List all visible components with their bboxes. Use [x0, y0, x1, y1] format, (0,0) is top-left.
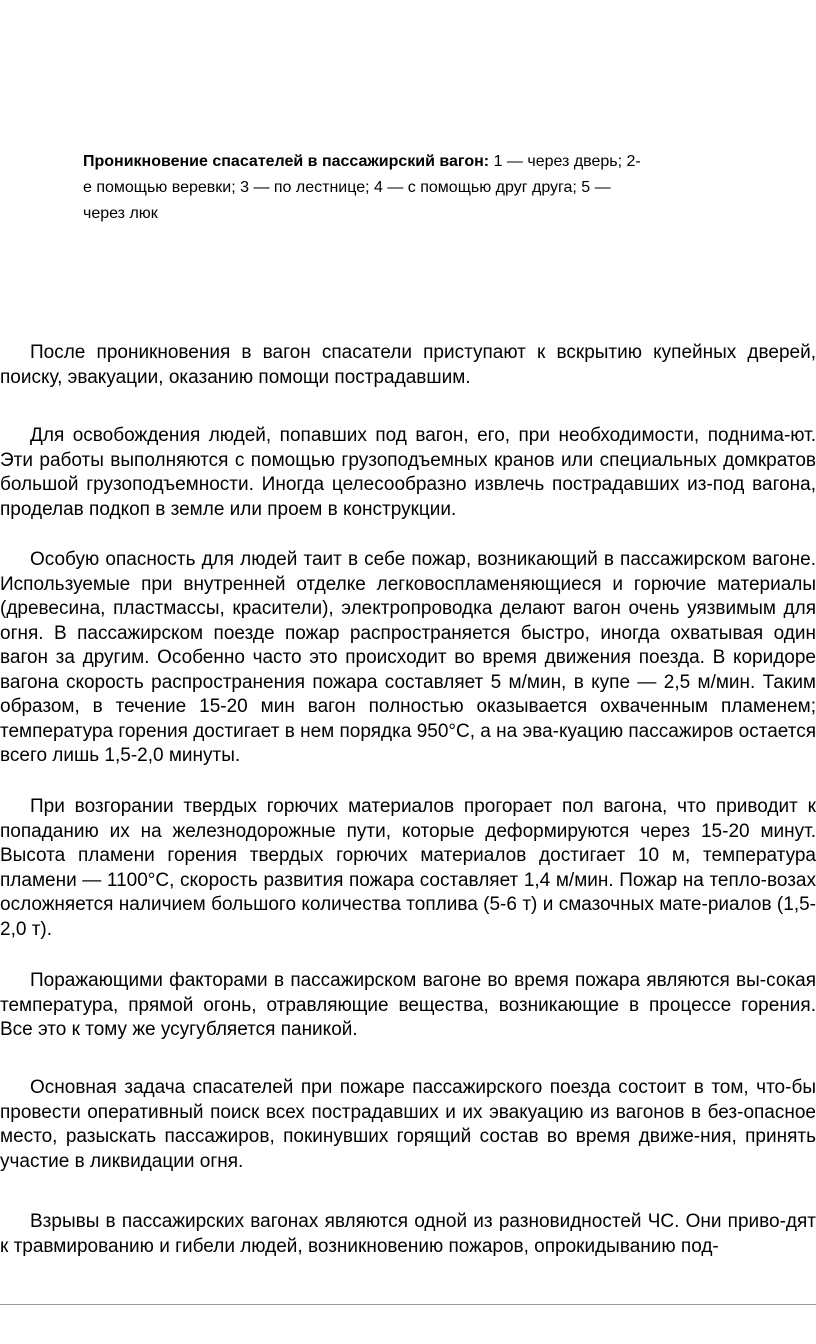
figure-caption [83, 149, 643, 227]
caption-title: Проникновение спасателей в пассажирский вагон: [83, 153, 490, 170]
paragraph-2: Для освобождения людей, попавших под вагон, его, при необходимости, поднима-ют. Эти работы выполняются с помощью грузоподъемных кранов или специальных домкратов большой грузоподъемности. Иногда целесообразно извлечь пострадавших из-под вагона, проделав подкоп в земле или проем в конструкции. [0, 425, 816, 520]
paragraph-1: После проникновения в вагон спасатели приступают к вскрытию купейных дверей, поиску, эвакуации, оказанию помощи пострадавшим. [0, 342, 816, 388]
paragraph-6: Основная задача спасателей при пожаре пассажирского поезда состоит в том, что-бы провести оперативный поиск всех пострадавших и их эвакуацию из вагонов в без-опасное место, разыскать пассажиров, покинувших горящий состав во время движе-ния, принять участие в ликвидации огня. [0, 1077, 816, 1172]
paragraph-5: Поражающими факторами в пассажирском вагоне во время пожара являются вы-сокая температура, прямой огонь, отравляющие вещества, возникающие в процессе горения. Все это к тому же усугубляется паникой. [0, 970, 816, 1040]
paragraph-3: Особую опасность для людей таит в себе пожар, возникающий в пассажирском вагоне. Используемые при внутренней отделке легковоспламеняющиеся и горючие материалы (древесина, пластмассы, красители), электропроводка делают вагон очень уязвимым для огня. В пассажирском поезде пожар распространяется быстро, иногда охватывая один вагон за другим. Особенно часто это происходит во время движения поезда. В коридоре вагона скорость распространения пожара составляет 5 м/мин, в купе — 2,5 м/мин. Таким образом, в течение 15-20 мин вагон полностью оказывается охваченным пламенем; температура горения достигает в нем порядка 950°С, а на эва-куацию пассажиров остается всего лишь 1,5-2,0 минуты. [0, 549, 816, 766]
page-divider [0, 1304, 816, 1305]
paragraph-7: Взрывы в пассажирских вагонах являются одной из разновидностей ЧС. Они приво-дят к травмированию и гибели людей, возникновению пожаров, опрокидыванию под- [0, 1211, 816, 1257]
caption-text: 1 — через дверь; 2-е помощью веревки; 3 — по лестнице; 4 — с помощью друг друга; 5 — через люк [83, 153, 641, 222]
paragraph-4: При возгорании твердых горючих материалов прогорает пол вагона, что приводит к попаданию их на железнодорожные пути, которые деформируются через 15-20 минут. Высота пламени горения твердых горючих материалов достигает 10 м, температура пламени — 1100°С, скорость развития пожара составляет 1,4 м/мин. Пожар на тепло-возах осложняется наличием большого количества топлива (5-6 т) и смазочных мате-риалов (1,5-2,0 т). [0, 796, 816, 940]
